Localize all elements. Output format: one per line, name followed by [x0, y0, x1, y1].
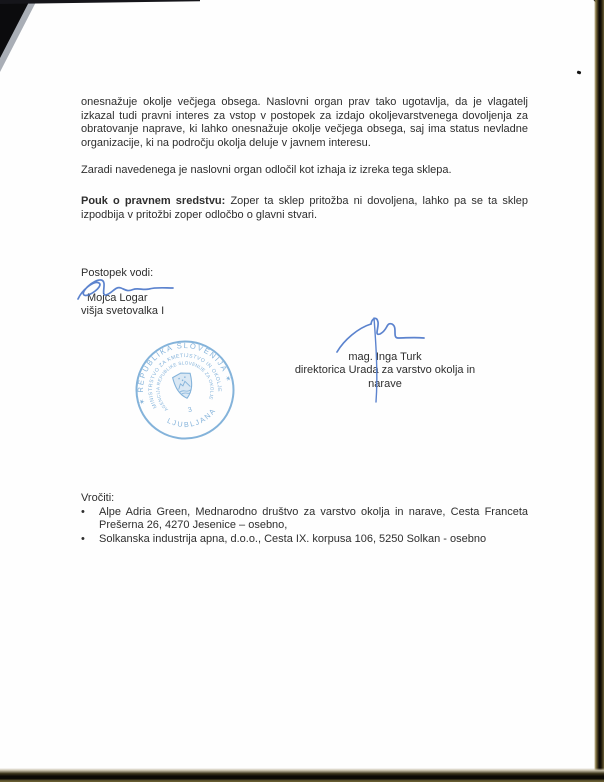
process-lead-label: Postopek vodi:: [81, 267, 154, 279]
list-item: [81, 533, 528, 547]
paragraph-conclusion: Zaradi navedenega je naslovni organ odločil kot izhaja iz izreka tega sklepa.: [81, 164, 452, 176]
stamp-ring-inner-text: AGENCIJA REPUBLIKE SLOVENIJE ZA OKOLJE: [155, 360, 215, 413]
delivery-list: [81, 506, 528, 546]
stamp-seal: [130, 335, 240, 445]
scan-corner-top-left: [0, 0, 30, 58]
legal-remedy-text: Zoper ta sklep pritožba ni dovoljena, lahko pa se ta sklep izpodbija v pritožbi zoper odločbo o glavni stvari.: [81, 195, 529, 221]
delivery-label: Vročiti:: [81, 492, 115, 504]
director-block: [283, 351, 487, 391]
bullet-icon: •: [81, 506, 85, 518]
scan-top-edge: [0, 0, 200, 4]
stamp-city-text: LJUBLJANA: [165, 405, 218, 430]
stamp-ring-middle-text: MINISTRSTVO ZA KMETIJSTVO IN OKOLJE: [147, 353, 223, 410]
stamp-coat-of-arms-icon: [172, 371, 196, 401]
paragraph-finding: onesnažuje okolje večjega obsega. Naslovni organ prav tako ugotavlja, da je vlagatelj izkazal tudi pravni interes za vstop v postopek za izdajo okoljevarstvenega dovoljenja za obratovanje naprave, ki lahko onesnažuje okolje večjega obsega, saj ima status nevladne organizacije, ki na področju okolja deluje v javnem interesu.: [81, 96, 528, 149]
director-title: direktorica Urada za varstvo okolja in narave: [294, 364, 476, 390]
recipient-1: Alpe Adria Green, Mednarodno društvo za varstvo okolja in narave, Cesta Franceta Prešerna 26, 4270 Jesenice – osebno,: [99, 506, 528, 532]
officer-title: višja svetovalka I: [81, 305, 165, 317]
legal-remedy-label: Pouk o pravnem sredstvu:: [81, 195, 226, 207]
paragraph-legal-remedy: [81, 195, 528, 222]
scan-speck: [577, 70, 582, 74]
scan-bottom-edge: [0, 768, 604, 782]
bullet-icon: •: [81, 532, 85, 545]
director-name: mag. Inga Turk: [348, 351, 422, 363]
scan-right-edge: [594, 0, 604, 782]
list-item: [81, 506, 528, 533]
officer-name: Mojca Logar: [87, 292, 148, 304]
recipient-2: Solkanska industrija apna, d.o.o., Cesta IX. korpusa 106, 5250 Solkan - osebno: [99, 532, 487, 545]
stamp-number: 3: [187, 406, 193, 415]
stamp-ring-outer-text: ✶ REPUBLIKA SLOVENIJA ✶: [135, 340, 234, 406]
